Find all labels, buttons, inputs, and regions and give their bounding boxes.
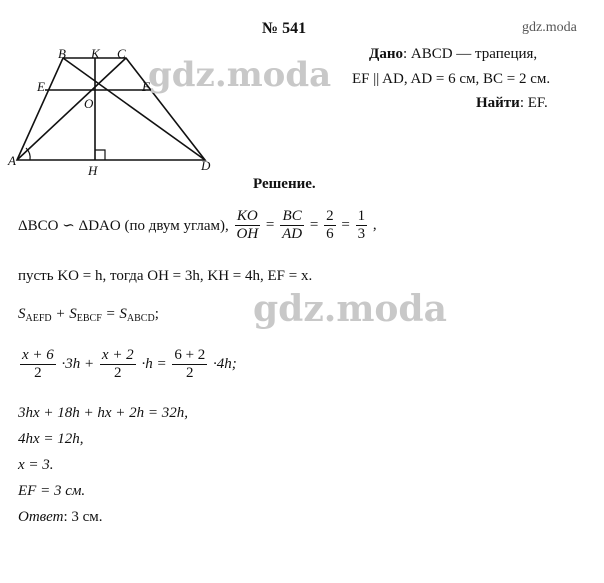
answer-value: : 3 см. — [63, 509, 103, 525]
label-h: H — [88, 163, 98, 178]
label-d: D — [201, 158, 211, 173]
similarity-line — [18, 208, 377, 243]
watermark: gdz.moda — [148, 55, 332, 95]
fraction-x2-2: $\frac{x + 2}{2}$ — [101, 347, 134, 381]
answer-label: Ответ — [18, 509, 64, 525]
given-text: : ABCD — трапеция, — [402, 46, 538, 62]
diagonal-ac — [17, 58, 126, 160]
equals-sign: = — [265, 217, 275, 233]
find-text: : EF. — [519, 95, 548, 111]
equals-sign: = — [341, 217, 350, 233]
area-fraction-equation: $\frac{x + 6}{2}$ ·3h + $\frac{x + 2}{2}$ ·h = $\frac{6 + 2}{2}$ ·4h; — [22, 347, 237, 381]
solution-title: Решение. — [253, 176, 316, 192]
fraction-2-6: $\frac{2}{6}$ — [326, 208, 334, 242]
similarity-text: ΔBCO ∽ ΔDAO (по двум углам), — [18, 218, 229, 234]
step-3: x = 3. — [18, 457, 54, 473]
given-label: Дано — [369, 46, 403, 62]
equals-sign: = — [309, 217, 319, 233]
step-4: EF = 3 см. — [18, 483, 86, 499]
label-o: O — [84, 96, 94, 111]
label-b: B — [58, 46, 66, 61]
fraction-x6-2: $\frac{x + 6}{2}$ — [22, 347, 54, 381]
comma: , — [372, 217, 377, 233]
given-line-2: EF || AD, AD = 6 см, BC = 2 см. — [352, 71, 551, 87]
label-c: C — [117, 46, 126, 61]
label-k: K — [91, 46, 100, 61]
answer-line — [18, 509, 103, 526]
step-2: 4hx = 12h, — [18, 431, 84, 447]
step-1: 3hx + 18h + hx + 2h = 32h, — [18, 405, 189, 421]
area-equation: $S_{AEFD} + S_{EBCF} = S_{ABCD}$; — [18, 306, 159, 324]
angle-arc-a — [26, 148, 30, 160]
fraction-ko-oh: $\frac{KO}{OH}$ — [236, 208, 259, 242]
label-e: E — [37, 79, 45, 94]
fraction-bc-ad: $\frac{BC}{AD}$ — [282, 208, 303, 242]
let-line: пусть KO = h, тогда OH = 3h, KH = 4h, EF = x. — [18, 268, 313, 284]
label-a: A — [8, 153, 16, 168]
watermark: gdz.moda — [253, 288, 447, 330]
site-mark: gdz.moda — [522, 20, 577, 35]
fraction-1-3: $\frac{1}{3}$ — [357, 208, 366, 242]
find-label: Найти — [476, 95, 520, 111]
given-line-1 — [369, 46, 537, 63]
label-f: F — [142, 79, 150, 94]
fraction-62-2: $\frac{6 + 2}{2}$ — [174, 347, 206, 381]
right-angle-mark — [95, 150, 105, 160]
find-line — [476, 95, 548, 112]
problem-number: № 541 — [262, 20, 307, 37]
